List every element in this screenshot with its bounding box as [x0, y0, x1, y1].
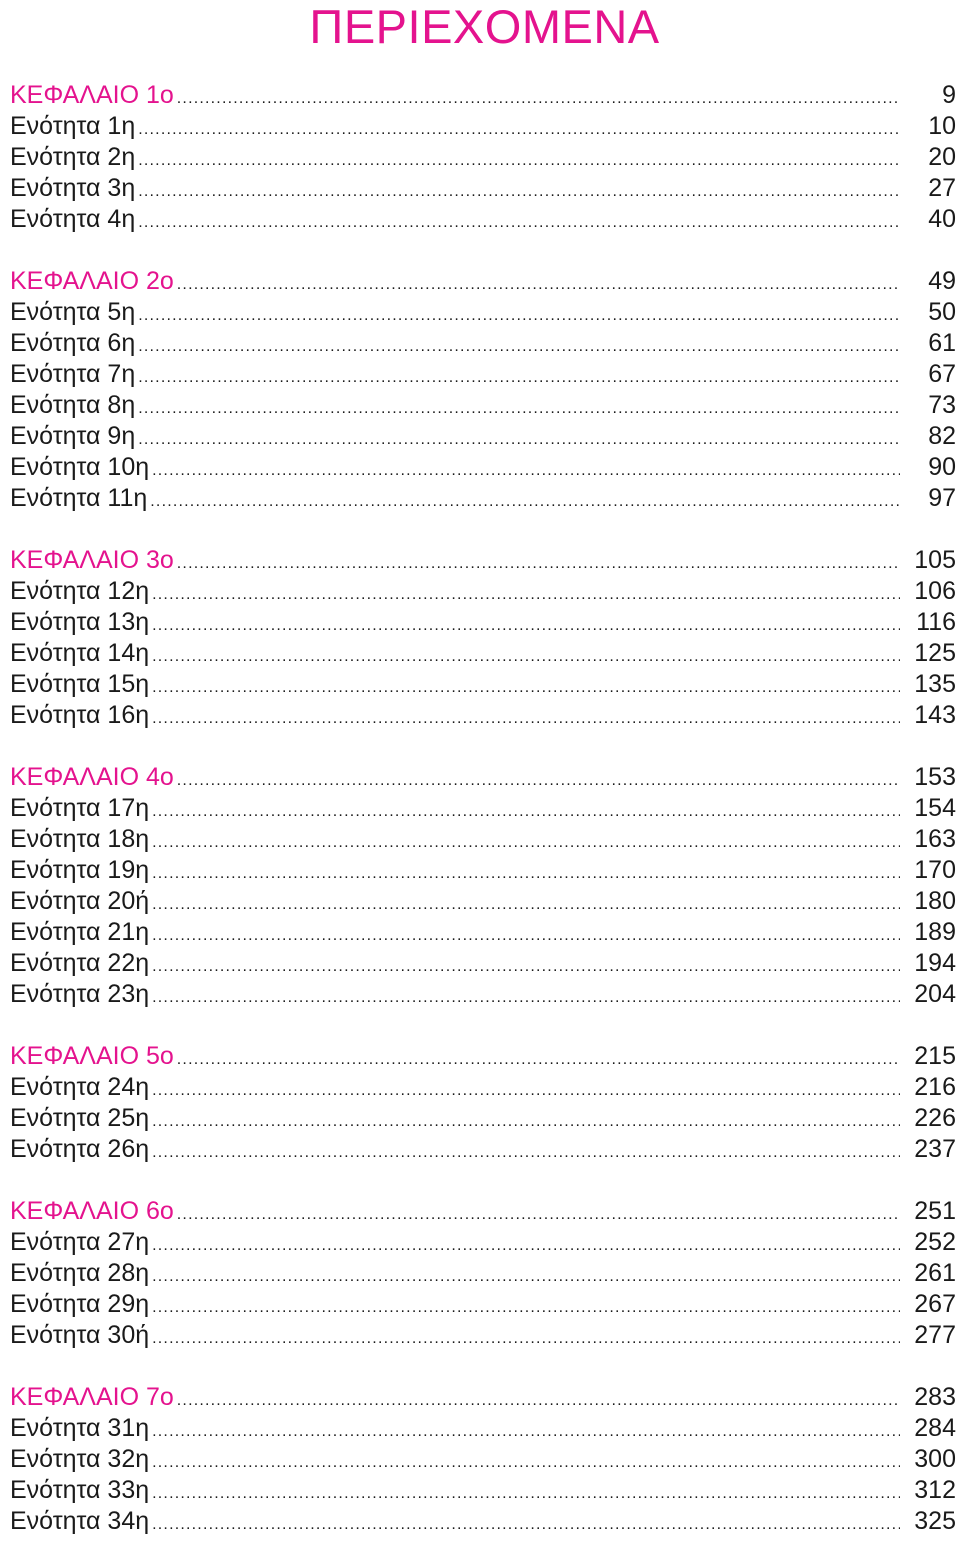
- section-title: Ενότητα 8η: [10, 391, 136, 419]
- section-entry[interactable]: [10, 1072, 956, 1103]
- dot-leader: [152, 610, 900, 638]
- page-number: 116: [916, 608, 956, 636]
- section-entry[interactable]: [10, 452, 956, 483]
- chapter-block: [10, 762, 956, 1010]
- section-title: Ενότητα 32η: [10, 1445, 150, 1473]
- section-entry[interactable]: [10, 1475, 956, 1506]
- dot-leader: [152, 982, 900, 1010]
- page-number: 90: [928, 453, 956, 481]
- section-title: Ενότητα 33η: [10, 1476, 150, 1504]
- page-number: 180: [914, 887, 956, 915]
- section-title: Ενότητα 14η: [10, 639, 150, 667]
- section-entry[interactable]: [10, 979, 956, 1010]
- section-entry[interactable]: [10, 173, 956, 204]
- page-number: 82: [928, 422, 956, 450]
- chapter-title: ΚΕΦΑΛΑΙΟ 7ο: [10, 1383, 174, 1411]
- section-title: Ενότητα 21η: [10, 918, 150, 946]
- section-title: Ενότητα 28η: [10, 1259, 150, 1287]
- chapter-title: ΚΕΦΑΛΑΙΟ 6ο: [10, 1197, 174, 1225]
- chapter-entry[interactable]: [10, 266, 956, 297]
- section-title: Ενότητα 25η: [10, 1104, 150, 1132]
- page-number: 216: [914, 1073, 956, 1101]
- dot-leader: [138, 362, 900, 390]
- section-entry[interactable]: [10, 1444, 956, 1475]
- dot-leader: [177, 83, 900, 111]
- page-number: 237: [914, 1135, 956, 1163]
- chapter-title: ΚΕΦΑΛΑΙΟ 2ο: [10, 267, 174, 295]
- page-number: 204: [914, 980, 956, 1008]
- section-title: Ενότητα 24η: [10, 1073, 150, 1101]
- section-entry[interactable]: [10, 824, 956, 855]
- section-entry[interactable]: [10, 359, 956, 390]
- section-title: Ενότητα 12η: [10, 577, 150, 605]
- page-number: 135: [914, 670, 956, 698]
- chapter-block: [10, 1382, 956, 1537]
- chapter-entry[interactable]: [10, 762, 956, 793]
- chapter-entry[interactable]: [10, 1196, 956, 1227]
- dot-leader: [177, 1044, 900, 1072]
- section-title: Ενότητα 2η: [10, 143, 136, 171]
- page-number: 194: [914, 949, 956, 977]
- page-title: ΠΕΡΙΕΧΟΜΕΝΑ: [309, 0, 660, 53]
- page-number: 153: [914, 763, 956, 791]
- section-entry[interactable]: [10, 1289, 956, 1320]
- section-title: Ενότητα 5η: [10, 298, 136, 326]
- section-title: Ενότητα 15η: [10, 670, 150, 698]
- page-number: 40: [928, 205, 956, 233]
- section-entry[interactable]: [10, 1413, 956, 1444]
- page-number: 106: [914, 577, 956, 605]
- section-entry[interactable]: [10, 917, 956, 948]
- page-number: 67: [928, 360, 956, 388]
- section-title: Ενότητα 4η: [10, 205, 136, 233]
- chapter-entry[interactable]: [10, 545, 956, 576]
- dot-leader: [152, 579, 900, 607]
- section-title: Ενότητα 17η: [10, 794, 150, 822]
- chapter-title: ΚΕΦΑΛΑΙΟ 4ο: [10, 763, 174, 791]
- section-title: Ενότητα 3η: [10, 174, 136, 202]
- page-number: 252: [914, 1228, 956, 1256]
- section-entry[interactable]: [10, 421, 956, 452]
- page-number: 325: [914, 1507, 956, 1535]
- dot-leader: [138, 145, 900, 173]
- section-entry[interactable]: [10, 576, 956, 607]
- page-number: 73: [928, 391, 956, 419]
- dot-leader: [152, 1075, 900, 1103]
- page-number: 97: [928, 484, 956, 512]
- table-of-contents: [10, 80, 956, 1568]
- section-title: Ενότητα 7η: [10, 360, 136, 388]
- dot-leader: [152, 1416, 900, 1444]
- section-title: Ενότητα 9η: [10, 422, 136, 450]
- dot-leader: [152, 1230, 900, 1258]
- dot-leader: [152, 920, 900, 948]
- chapter-title: ΚΕΦΑΛΑΙΟ 3ο: [10, 546, 174, 574]
- dot-leader: [152, 1478, 900, 1506]
- chapter-block: [10, 1041, 956, 1165]
- section-entry[interactable]: [10, 700, 956, 731]
- page-number: 261: [914, 1259, 956, 1287]
- section-title: Ενότητα 29η: [10, 1290, 150, 1318]
- section-title: Ενότητα 13η: [10, 608, 150, 636]
- section-entry[interactable]: [10, 638, 956, 669]
- chapter-block: [10, 80, 956, 235]
- dot-leader: [152, 672, 900, 700]
- dot-leader: [177, 269, 900, 297]
- chapter-block: [10, 1196, 956, 1351]
- dot-leader: [150, 486, 900, 514]
- section-entry[interactable]: [10, 1103, 956, 1134]
- dot-leader: [152, 796, 900, 824]
- dot-leader: [152, 1323, 900, 1351]
- section-title: Ενότητα 23η: [10, 980, 150, 1008]
- dot-leader: [152, 641, 900, 669]
- section-title: Ενότητα 11η: [10, 484, 148, 512]
- page-number: 50: [928, 298, 956, 326]
- section-entry[interactable]: [10, 855, 956, 886]
- page-number: 312: [914, 1476, 956, 1504]
- section-title: Ενότητα 27η: [10, 1228, 150, 1256]
- page-number: 20: [928, 143, 956, 171]
- dot-leader: [177, 765, 900, 793]
- page-number: 105: [914, 546, 956, 574]
- section-entry[interactable]: [10, 390, 956, 421]
- page-number: 251: [914, 1197, 956, 1225]
- dot-leader: [152, 858, 900, 886]
- section-entry[interactable]: [10, 793, 956, 824]
- dot-leader: [152, 1137, 900, 1165]
- dot-leader: [177, 548, 900, 576]
- page-number: 154: [914, 794, 956, 822]
- section-entry[interactable]: [10, 1134, 956, 1165]
- dot-leader: [152, 889, 900, 917]
- page-number: 10: [928, 112, 956, 140]
- section-entry[interactable]: [10, 1258, 956, 1289]
- page-number: 226: [914, 1104, 956, 1132]
- dot-leader: [152, 951, 900, 979]
- page-number: 125: [914, 639, 956, 667]
- section-entry[interactable]: [10, 297, 956, 328]
- section-title: Ενότητα 26η: [10, 1135, 150, 1163]
- section-entry[interactable]: [10, 669, 956, 700]
- section-entry[interactable]: [10, 1506, 956, 1537]
- page-number: 267: [914, 1290, 956, 1318]
- page-number: 283: [914, 1383, 956, 1411]
- chapter-entry[interactable]: [10, 80, 956, 111]
- chapter-entry[interactable]: [10, 1041, 956, 1072]
- section-entry[interactable]: [10, 886, 956, 917]
- chapter-block: [10, 545, 956, 731]
- page-number: 215: [914, 1042, 956, 1070]
- section-entry[interactable]: [10, 204, 956, 235]
- section-title: Ενότητα 6η: [10, 329, 136, 357]
- page-number: 170: [914, 856, 956, 884]
- section-entry[interactable]: [10, 142, 956, 173]
- dot-leader: [152, 455, 900, 483]
- page-number: 49: [928, 267, 956, 295]
- dot-leader: [138, 114, 900, 142]
- section-title: Ενότητα 34η: [10, 1507, 150, 1535]
- section-entry[interactable]: [10, 1227, 956, 1258]
- page-number: 300: [914, 1445, 956, 1473]
- page-number: 277: [914, 1321, 956, 1349]
- dot-leader: [138, 176, 900, 204]
- section-entry[interactable]: [10, 328, 956, 359]
- section-entry[interactable]: [10, 948, 956, 979]
- page-number: 9: [942, 81, 956, 109]
- section-entry[interactable]: [10, 607, 956, 638]
- chapter-block: [10, 266, 956, 514]
- dot-leader: [152, 1447, 900, 1475]
- dot-leader: [138, 207, 900, 235]
- section-title: Ενότητα 22η: [10, 949, 150, 977]
- dot-leader: [152, 827, 900, 855]
- section-title: Ενότητα 1η: [10, 112, 136, 140]
- page-number: 284: [914, 1414, 956, 1442]
- dot-leader: [138, 331, 900, 359]
- page-number: 143: [914, 701, 956, 729]
- dot-leader: [138, 300, 900, 328]
- section-title: Ενότητα 16η: [10, 701, 150, 729]
- dot-leader: [152, 1106, 900, 1134]
- dot-leader: [152, 703, 900, 731]
- page-number: 61: [928, 329, 956, 357]
- section-title: Ενότητα 10η: [10, 453, 150, 481]
- dot-leader: [152, 1509, 900, 1537]
- section-title: Ενότητα 31η: [10, 1414, 150, 1442]
- chapter-entry[interactable]: [10, 1382, 956, 1413]
- page-number: 189: [914, 918, 956, 946]
- chapter-title: ΚΕΦΑΛΑΙΟ 1ο: [10, 81, 174, 109]
- page-number: 163: [914, 825, 956, 853]
- section-entry[interactable]: [10, 1320, 956, 1351]
- section-title: Ενότητα 19η: [10, 856, 150, 884]
- chapter-title: ΚΕΦΑΛΑΙΟ 5ο: [10, 1042, 174, 1070]
- page-number: 27: [928, 174, 956, 202]
- section-title: Ενότητα 18η: [10, 825, 150, 853]
- dot-leader: [177, 1199, 900, 1227]
- dot-leader: [152, 1292, 900, 1320]
- dot-leader: [177, 1385, 900, 1413]
- section-title: Ενότητα 20ή: [10, 887, 150, 915]
- section-entry[interactable]: [10, 483, 956, 514]
- dot-leader: [138, 393, 900, 421]
- dot-leader: [152, 1261, 900, 1289]
- section-entry[interactable]: [10, 111, 956, 142]
- section-title: Ενότητα 30ή: [10, 1321, 150, 1349]
- dot-leader: [138, 424, 900, 452]
